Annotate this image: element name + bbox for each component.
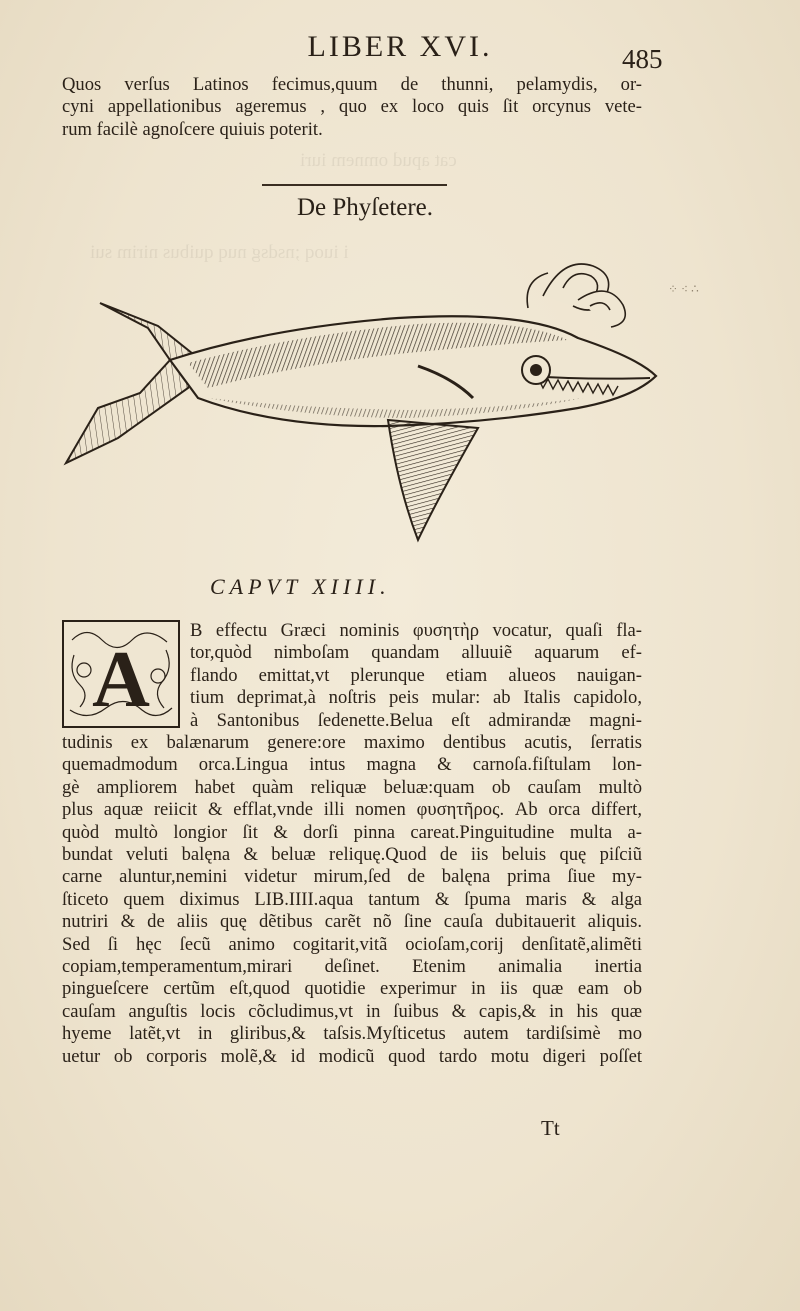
text-line: cyni appellationibus ageremus , quo ex loco quis ſit orcynus vete- (62, 96, 642, 118)
text-line: ſticeto quem diximus LIB.IIII.aqua tantum & ſpuma maris & alga (62, 888, 642, 910)
first-paragraph-indented (190, 620, 642, 732)
section-title: De Phyſetere. (296, 194, 434, 221)
text-line: plus aquæ reiicit & efflat,vnde illi nomen φυσητῆρος. Ab orca differt, (62, 799, 642, 821)
text-line: gè ampliorem habet quàm reliquæ beluæ:quam ob cauſam multò (62, 776, 642, 798)
section-rule (262, 184, 447, 186)
text-line: quòd multò longior ſit & dorſi pinna careat.Pinguitudine multa a- (62, 821, 642, 843)
text-line: à Santonibus ſedenette.Belua eſt admirandæ magni- (190, 709, 642, 731)
physeter-woodcut-illustration (58, 248, 658, 548)
text-line: rum facilè agnoſcere quiuis poterit. (62, 118, 323, 140)
page-number: 485 (622, 44, 663, 74)
text-line: uetur ob corporis molẽ,& id modicũ quod tardo motu digeri poſſet (62, 1045, 642, 1067)
text-line: quemadmodum orca.Lingua intus magna & carnoſa.fiſtulam lon- (62, 754, 642, 776)
top-paragraph (62, 74, 642, 141)
text-line: tor,quòd nimboſam quandam alluuiẽ aquarum ef- (190, 642, 642, 664)
text-line: pingueſcere certũm eſt,quod quotidie experimur in iis quæ eam ob (62, 978, 642, 1000)
ornamental-initial-a (62, 620, 180, 728)
text-line: tium deprimat,à noſtris peis mular: ab Italis capidolo, (190, 687, 642, 709)
text-line: copiam,temperamentum,mirari deſinet. Etenim animalia inertia (62, 956, 642, 978)
text-line: carne aluntur,nemini videtur mirum,ſed de balęna prima ſiue my- (62, 866, 642, 888)
text-line: flando emittat,vt plerunque etiam alueos nauigan- (190, 664, 642, 686)
text-line: Quos verſus Latinos fecimus,quum de thunni, pelamydis, or- (62, 74, 642, 95)
text-line: cauſam anguſtis locis cõcludimus,vt in ſuibus & capis,& in his quæ (62, 1000, 642, 1022)
text-line: bundat veluti balęna & beluæ reliquę.Quod de iis beluis quę piſciũ (62, 844, 642, 866)
show-through-text: cat apud omnem iuri (300, 150, 457, 171)
chapter-heading: CAPVT XIIII. (210, 574, 391, 599)
svg-text:A: A (92, 636, 150, 724)
text-line: nutriri & de aliis quę dẽtibus carẽt nõ ſine cauſa dubitauerit aliquis. (62, 911, 642, 933)
show-through-text: i iuoq ;nsdsg nuq quibus nirim sui (90, 242, 349, 263)
running-head: LIBER XVI. (307, 30, 493, 63)
text-line: B effectu Græci nominis φυσητὴρ vocatur, quaſi fla- (190, 620, 642, 641)
margin-marks: ⁘ ⁖ ∴ (668, 282, 699, 296)
text-line: tudinis ex balænarum genere:ore maximo dentibus acutis, ſerratis (62, 732, 642, 753)
text-line: Sed ſi hęc ſecũ animo cogitarit,vitã ocioſam,corij denſitatẽ,alimẽti (62, 933, 642, 955)
text-line: hyeme latẽt,vt in gliribus,& taſsis.Myſticetus autem tardiſsimè mo (62, 1023, 642, 1045)
first-paragraph-body (62, 732, 642, 1068)
catchword: Tt (541, 1116, 560, 1140)
